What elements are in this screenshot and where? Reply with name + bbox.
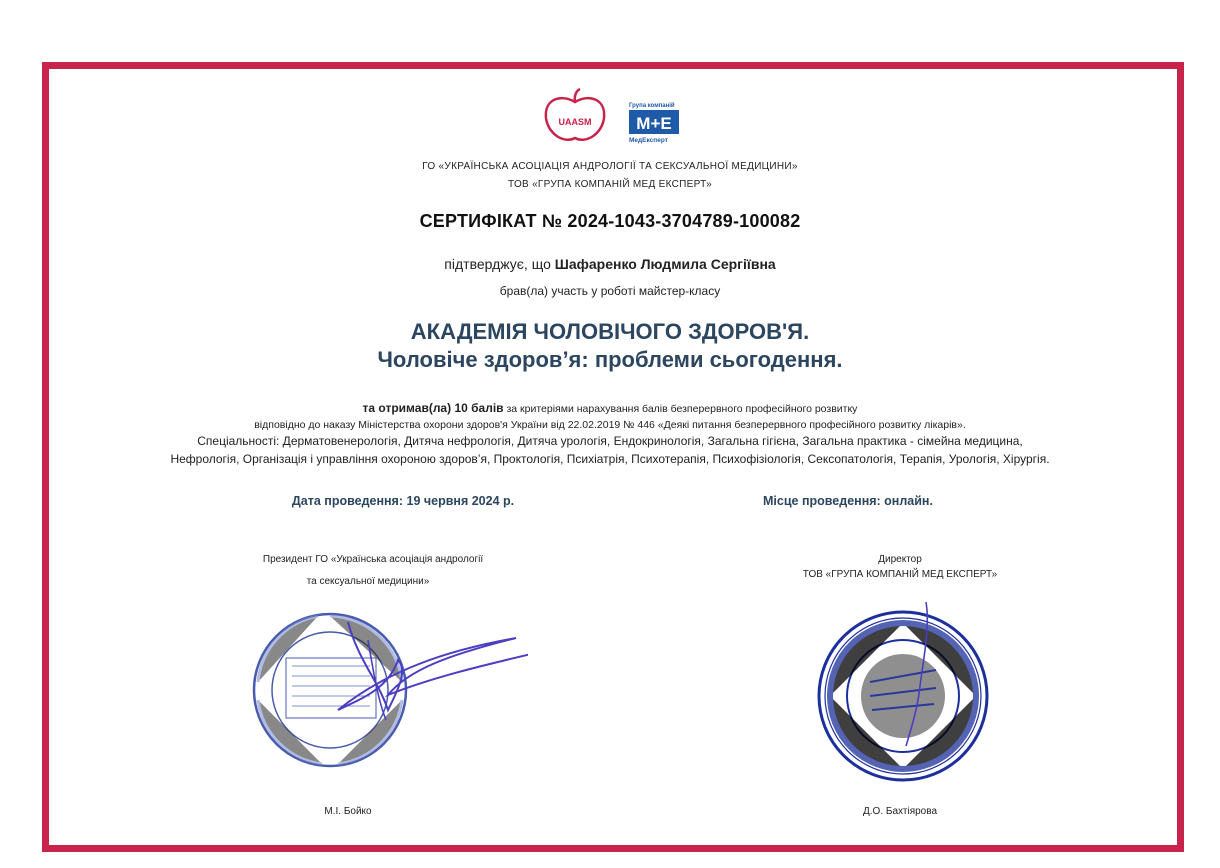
specialties-line-1: Спеціальності: Дерматовенерологія, Дитяча нефрологія, Дитяча урологія, Ендокринологія, Загальна гігієна, Загальна практика - сімейна медицина, [197, 434, 1023, 448]
recipient-name: Шафаренко Людмила Сергіївна [554, 256, 776, 272]
participated-line: брав(ла) участь у роботі майстер-класу [499, 284, 721, 298]
org-line-1: ГО «УКРАЇНСЬКА АСОЦІАЦІЯ АНДРОЛОГІЇ ТА СЕКСУАЛЬНОЇ МЕДИЦИНИ» [422, 161, 798, 172]
uaasm-logo-text: UAASM [558, 117, 592, 127]
left-signatory-caption-1: Президент ГО «Українська асоціація андрології [262, 554, 484, 565]
left-signatory-name: М.І. Бойко [324, 806, 372, 817]
course-title-line-1: АКАДЕМІЯ ЧОЛОВІЧОГО ЗДОРОВ'Я. [410, 319, 810, 344]
order-line: відповідно до наказу Міністерства охорони здоров'я України від 22.02.2019 № 446 «Деякі питання безперервного професійного розвитку лікарів». [254, 419, 966, 431]
confirm-line [0, 256, 1220, 272]
medexpert-logo [626, 100, 686, 144]
right-signatory-caption-2: ТОВ «ГРУПА КОМПАНІЙ МЕД ЕКСПЕРТ» [802, 569, 998, 580]
points-bold: та отримав(ла) 10 балів [362, 401, 504, 415]
logos [540, 88, 700, 146]
right-signatory-name: Д.О. Бахтіярова [863, 806, 937, 817]
uaasm-logo [540, 88, 610, 146]
left-stamp-with-signature [248, 600, 528, 780]
left-signatory-caption-2: та сексуальної медицини» [306, 576, 430, 587]
event-date: Дата проведення: 19 червня 2024 р. [291, 494, 515, 508]
right-signatory-caption-1: Директор [878, 554, 922, 565]
medexpert-mark-text: М+Е [636, 114, 672, 133]
right-stamp-with-signature [808, 596, 998, 786]
medexpert-brand-text: МедЕксперт [629, 137, 668, 144]
certificate-title: СЕРТИФІКАТ № 2024-1043-3704789-100082 [419, 211, 801, 231]
event-place: Місце проведення: онлайн. [763, 494, 933, 508]
points-line [0, 400, 1220, 418]
points-rest: за критеріями нарахування балів безперервного професійного розвитку [506, 403, 858, 415]
confirm-prefix: підтверджує, що [444, 256, 551, 272]
medexpert-group-text: Група компаній [629, 103, 675, 109]
org-line-2: ТОВ «ГРУПА КОМПАНІЙ МЕД ЕКСПЕРТ» [507, 179, 712, 190]
course-title-line-2: Чоловіче здоров’я: проблеми сьогодення. [377, 347, 843, 372]
specialties-line-2: Нефрологія, Організація і управління охороною здоров’я, Проктологія, Психіатрія, Психотерапія, Психофізіологія, Сексопатологія, Терапія, Урологія, Хірургія. [170, 452, 1050, 466]
